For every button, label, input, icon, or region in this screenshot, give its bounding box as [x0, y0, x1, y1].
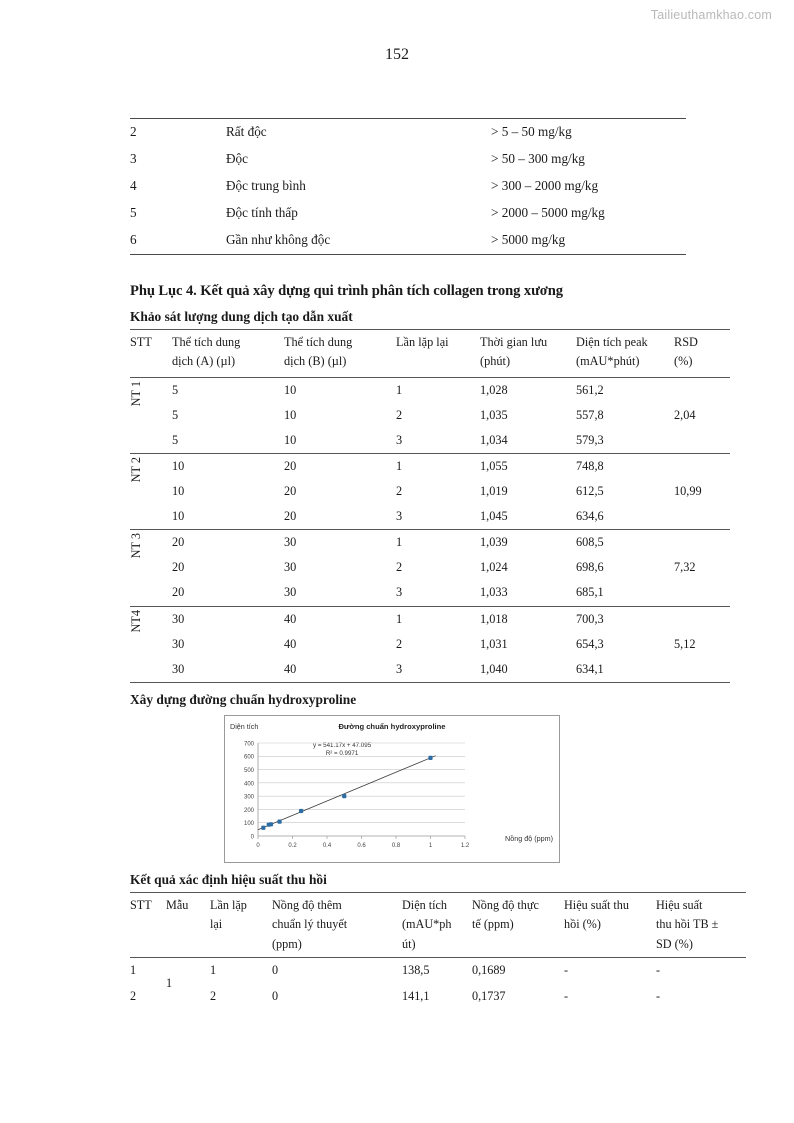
header-line-2: (mAU*phút) [576, 354, 640, 369]
table-header-row [130, 892, 746, 958]
table-row [130, 200, 686, 227]
cell-volume-a: 30 [172, 661, 185, 676]
cell-volume-b: 40 [284, 661, 297, 676]
cell-volume-a: 5 [172, 433, 179, 448]
cell-volume-a: 30 [172, 606, 284, 632]
table-row [130, 454, 730, 480]
cell-recovery: - [564, 963, 569, 978]
chart-y-axis-label: Diện tích [230, 721, 259, 731]
toxicity-dose: > 5000 mg/kg [491, 232, 566, 247]
col-header-replicate [396, 330, 480, 378]
header-line-2: chuẩn lý thuyết [272, 917, 348, 932]
col-header-retention-time [480, 330, 576, 378]
header-line-1: Thời gian lưu [480, 335, 548, 349]
toxicity-stt: 5 [130, 205, 137, 220]
toxicity-stt: 4 [130, 178, 137, 193]
cell-retention-time: 1,019 [480, 484, 508, 499]
svg-text:1.2: 1.2 [460, 842, 470, 849]
cell-rsd: 5,12 [674, 606, 730, 682]
cell-volume-b: 10 [284, 383, 297, 398]
table-row [130, 606, 730, 632]
cell-peak-area: 612,5 [576, 484, 604, 499]
cell-replicate: 3 [396, 509, 403, 524]
cell-retention-time: 1,024 [480, 560, 508, 575]
section-title-derivative: Khảo sát lượng dung dịch tạo dẫn xuất [130, 309, 353, 324]
cell-replicate: 2 [396, 408, 403, 423]
trendline-equation: y = 541.17x + 47.095 [313, 741, 372, 749]
cell-retention-time: 1,045 [480, 509, 508, 524]
toxicity-dose: > 50 – 300 mg/kg [491, 151, 585, 166]
cell-volume-b: 20 [284, 509, 297, 524]
table-row [130, 173, 686, 200]
cell-volume-a: 30 [172, 636, 185, 651]
header-line-1: Mẫu [166, 897, 189, 912]
cell-peak-area: 634,6 [576, 509, 604, 524]
cell-volume-b: 30 [284, 530, 396, 556]
header-line-1: Diện tích [402, 897, 448, 912]
cell-peak-area: 608,5 [576, 530, 674, 556]
table-row [130, 580, 730, 606]
section-title-calibration: Xây dựng đường chuẩn hydroxyproline [130, 691, 357, 707]
col-header-peak-area [576, 330, 674, 378]
header-line-3: SD (%) [656, 936, 693, 951]
cell-volume-b: 30 [284, 560, 297, 575]
svg-text:400: 400 [243, 780, 254, 787]
svg-text:0.4: 0.4 [322, 842, 332, 849]
table-row [130, 530, 730, 556]
cell-volume-a: 20 [172, 560, 185, 575]
derivative-solution-table [130, 329, 730, 683]
cell-recovery-mean-sd: - [656, 988, 661, 1003]
header-line-1: Lần lặp [210, 897, 247, 912]
cell-retention-time: 1,028 [480, 383, 508, 398]
header-line-2: dịch (B) (µl) [284, 354, 347, 369]
recovery-table-head [130, 892, 746, 958]
cell-volume-b: 10 [284, 408, 297, 423]
toxicity-name: Độc [226, 151, 248, 166]
cell-replicate: 1 [396, 454, 480, 480]
cell-actual-conc: 0,1689 [472, 963, 506, 978]
header-line-2: thu hồi TB ± [656, 917, 719, 932]
cell-recovery: - [564, 988, 569, 1003]
group-label-text: NT 2 [129, 457, 143, 483]
chart-plot-area [225, 716, 561, 864]
toxicity-stt: 6 [130, 232, 137, 247]
cell-volume-b: 10 [284, 433, 297, 448]
recovery-table-body [130, 958, 746, 1010]
cell-peak-area: 748,8 [576, 454, 674, 480]
header-line-2: (mAU*ph [402, 917, 452, 932]
table-row [130, 146, 686, 173]
cell-peak-area: 634,1 [576, 661, 604, 676]
header-line-2: dịch (A) (µl) [172, 354, 236, 369]
cell-volume-b: 30 [284, 585, 297, 600]
cell-retention-time: 1,039 [480, 530, 576, 556]
svg-text:200: 200 [243, 807, 254, 814]
col-header-volume-b [284, 330, 396, 378]
cell-replicate: 2 [210, 988, 217, 1003]
derivative-table-head [130, 330, 730, 378]
toxicity-classification-table [130, 118, 686, 255]
cell-spiked-conc: 0 [272, 988, 279, 1003]
cell-sample: 1 [166, 975, 173, 990]
group-label-text: NT4 [129, 609, 143, 633]
header-line-3: (ppm) [272, 936, 302, 951]
header-line-1: Nồng độ thêm [272, 897, 342, 912]
table-row [130, 657, 730, 683]
header-line-2: (%) [674, 354, 693, 369]
cell-volume-a: 20 [172, 585, 185, 600]
calibration-chart [224, 715, 560, 863]
table-header-row [130, 330, 730, 378]
svg-text:100: 100 [243, 820, 254, 827]
cell-recovery-mean-sd: - [656, 963, 661, 978]
recovery-table [130, 892, 746, 1010]
cell-volume-a: 5 [172, 408, 179, 423]
col-header-sample [166, 892, 210, 958]
watermark-text: Tailieuthamkhao.com [650, 8, 772, 22]
cell-replicate: 3 [396, 661, 403, 676]
cell-peak-area: 685,1 [576, 585, 604, 600]
cell-volume-a: 10 [172, 509, 185, 524]
cell-peak-area: 561,2 [576, 383, 604, 398]
header-line-1: Diện tích peak [576, 335, 648, 349]
col-header-stt [130, 892, 166, 958]
table-row [130, 378, 730, 404]
cell-retention-time: 1,031 [480, 636, 508, 651]
cell-volume-b: 40 [284, 636, 297, 651]
cell-replicate: 3 [396, 433, 403, 448]
cell-peak-area: 698,6 [576, 560, 604, 575]
cell-rsd: 7,32 [674, 530, 730, 606]
cell-retention-time: 1,055 [480, 454, 576, 480]
trendline-r2: R² = 0.9971 [325, 750, 359, 758]
cell-volume-b: 20 [284, 484, 297, 499]
cell-peak-area: 579,3 [576, 433, 604, 448]
cell-volume-a: 5 [172, 383, 179, 398]
header-line-2: tế (ppm) [472, 917, 514, 932]
cell-peak-area: 700,3 [576, 606, 674, 632]
header-line-1: Thể tích dung [172, 335, 241, 349]
table-row [130, 227, 686, 255]
cell-actual-conc: 0,1737 [472, 988, 506, 1003]
cell-peak-area: 557,8 [576, 408, 604, 423]
cell-stt: 2 [130, 988, 137, 1003]
group-label-text: NT 1 [129, 381, 143, 407]
header-line-2: (phút) [480, 354, 511, 369]
group-label-nt4 [130, 606, 172, 682]
derivative-table-body [130, 378, 730, 683]
header-line-1: STT [130, 335, 152, 349]
table-row [130, 403, 730, 428]
header-line-3: út) [402, 936, 416, 951]
cell-peak-area: 654,3 [576, 636, 604, 651]
col-header-stt [130, 330, 172, 378]
toxicity-stt: 3 [130, 151, 137, 166]
svg-text:0.8: 0.8 [391, 842, 401, 849]
cell-volume-a: 10 [172, 454, 284, 480]
chart-title: Đường chuẩn hydroxyproline [338, 721, 446, 731]
col-header-volume-a [172, 330, 284, 378]
cell-retention-time: 1,040 [480, 661, 508, 676]
table-row [130, 555, 730, 580]
header-line-1: STT [130, 897, 152, 912]
col-header-actual-conc [472, 892, 564, 958]
cell-replicate: 2 [396, 560, 403, 575]
toxicity-dose: > 2000 – 5000 mg/kg [491, 205, 605, 220]
cell-replicate: 1 [396, 383, 403, 398]
cell-stt: 1 [130, 963, 137, 978]
table-row [130, 428, 730, 454]
page-content [129, 118, 719, 1009]
group-label-nt2 [130, 454, 172, 530]
header-line-2: hồi (%) [564, 917, 601, 932]
cell-retention-time: 1,033 [480, 585, 508, 600]
cell-replicate: 3 [396, 585, 403, 600]
page-number: 152 [385, 46, 409, 63]
table-row [130, 119, 686, 147]
cell-volume-b: 40 [284, 606, 396, 632]
cell-retention-time: 1,018 [480, 606, 576, 632]
header-line-1: Lần lặp lại [396, 335, 449, 349]
chart-x-axis-label: Nồng độ (ppm) [505, 833, 553, 843]
appendix-title: Phụ Lục 4. Kết quả xây dựng qui trình phân tích collagen trong xương [130, 283, 563, 299]
col-header-recovery-mean-sd [656, 892, 746, 958]
svg-text:0.6: 0.6 [357, 842, 366, 849]
cell-replicate: 1 [396, 606, 480, 632]
cell-area: 138,5 [402, 963, 430, 978]
table-row [130, 504, 730, 530]
cell-spiked-conc: 0 [272, 963, 279, 978]
svg-text:700: 700 [243, 741, 254, 748]
col-header-replicate [210, 892, 272, 958]
cell-volume-a: 20 [172, 530, 284, 556]
table-row [130, 958, 746, 984]
header-line-2: lại [210, 917, 223, 932]
header-line-1: Hiệu suất [656, 897, 703, 912]
svg-text:500: 500 [243, 767, 254, 774]
col-header-rsd [674, 330, 730, 378]
toxicity-name: Độc trung bình [226, 178, 306, 193]
section-title-recovery: Kết quả xác định hiệu suất thu hồi [130, 871, 327, 887]
toxicity-name: Rất độc [226, 124, 267, 139]
cell-volume-a: 10 [172, 484, 185, 499]
cell-area: 141,1 [402, 988, 430, 1003]
svg-text:1: 1 [428, 842, 433, 849]
cell-retention-time: 1,035 [480, 408, 508, 423]
cell-replicate: 1 [396, 530, 480, 556]
toxicity-table-body [130, 119, 686, 255]
svg-text:300: 300 [243, 794, 254, 801]
svg-text:0: 0 [256, 842, 260, 849]
header-line-1: Thể tích dung [284, 335, 353, 349]
col-header-area [402, 892, 472, 958]
cell-rsd: 2,04 [674, 408, 696, 423]
toxicity-name: Độc tính thấp [226, 205, 298, 220]
toxicity-stt: 2 [130, 124, 137, 139]
header-line-1: Hiệu suất thu [564, 897, 629, 912]
cell-replicate: 2 [396, 484, 403, 499]
toxicity-dose: > 5 – 50 mg/kg [491, 124, 572, 139]
col-header-recovery [564, 892, 656, 958]
toxicity-name: Gần như không độc [226, 232, 331, 247]
cell-replicate: 2 [396, 636, 403, 651]
svg-text:600: 600 [243, 754, 254, 761]
svg-text:0: 0 [250, 834, 254, 841]
col-header-spiked-conc [272, 892, 402, 958]
header-line-1: RSD [674, 335, 698, 349]
group-label-nt3 [130, 530, 172, 606]
svg-text:0.2: 0.2 [288, 842, 297, 849]
table-row [130, 632, 730, 657]
toxicity-dose: > 300 – 2000 mg/kg [491, 178, 599, 193]
cell-volume-b: 20 [284, 454, 396, 480]
table-row [130, 479, 730, 504]
group-label-text: NT 3 [129, 533, 143, 559]
group-label-nt1 [130, 378, 172, 454]
cell-replicate: 1 [210, 963, 217, 978]
cell-rsd: 10,99 [674, 454, 730, 530]
header-line-1: Nồng độ thực [472, 897, 539, 912]
table-row [130, 984, 746, 1010]
cell-retention-time: 1,034 [480, 433, 508, 448]
